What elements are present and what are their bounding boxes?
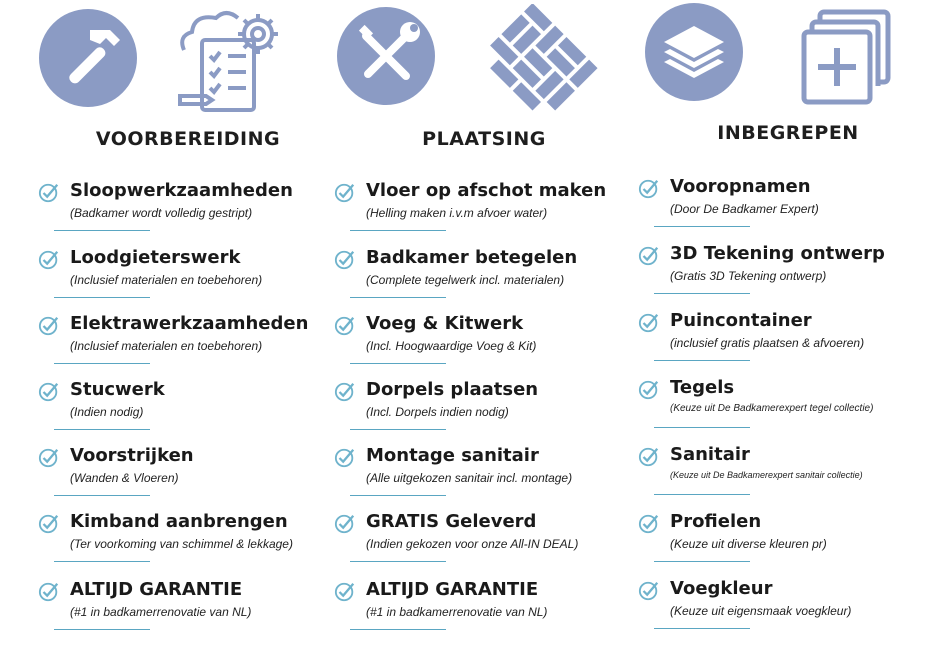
item-subtitle: (#1 in badkamerrenovatie van NL) <box>70 605 252 619</box>
list-item <box>638 176 938 242</box>
item-subtitle: (Helling maken i.v.m afvoer water) <box>366 206 548 220</box>
item-subtitle: (Door De Badkamer Expert) <box>670 202 819 216</box>
divider <box>54 561 150 562</box>
column-icons <box>334 0 634 120</box>
column-inbegrepen <box>638 0 938 645</box>
column-voorbereiding <box>38 0 338 645</box>
item-title: Vooropnamen <box>670 176 811 197</box>
list-item <box>334 379 634 445</box>
check-circle-icon <box>638 379 660 401</box>
item-title: Voeg & Kitwerk <box>366 313 524 334</box>
list-item <box>638 444 938 510</box>
item-title: Voegkleur <box>670 578 773 599</box>
column-heading: PLAATSING <box>422 128 546 150</box>
item-subtitle: (Wanden & Vloeren) <box>70 471 179 485</box>
check-circle-icon <box>38 249 60 271</box>
item-title: Vloer op afschot maken <box>366 180 607 201</box>
list-item <box>38 511 338 577</box>
check-circle-icon <box>38 447 60 469</box>
list-item <box>334 511 634 577</box>
list-item <box>334 180 634 246</box>
divider <box>54 297 150 298</box>
item-subtitle: (Inclusief materialen en toebehoren) <box>70 273 263 287</box>
list-item <box>38 579 338 645</box>
item-title: Loodgieterswerk <box>70 247 241 268</box>
column-heading: VOORBEREIDING <box>95 128 281 150</box>
divider <box>350 230 446 231</box>
check-circle-icon <box>334 447 356 469</box>
divider <box>54 495 150 496</box>
item-title: Stucwerk <box>70 379 165 400</box>
check-circle-icon <box>38 315 60 337</box>
check-circle-icon <box>638 178 660 200</box>
check-circle-icon <box>334 315 356 337</box>
item-subtitle: (Keuze uit De Badkamerexpert sanitair collectie) <box>670 470 863 480</box>
item-subtitle: (Alle uitgekozen sanitair incl. montage) <box>366 471 573 485</box>
column-icons <box>38 0 338 120</box>
item-subtitle: (Incl. Dorpels indien nodig) <box>366 405 509 419</box>
list-item <box>38 445 338 511</box>
item-subtitle: (Keuze uit diverse kleuren pr) <box>670 537 827 551</box>
list-item <box>638 578 938 644</box>
item-title: Dorpels plaatsen <box>366 379 539 400</box>
item-subtitle: (Incl. Hoogwaardige Voeg & Kit) <box>366 339 537 353</box>
divider <box>654 494 750 495</box>
tools-icon <box>336 6 436 106</box>
list-item <box>38 247 338 313</box>
divider <box>654 561 750 562</box>
divider <box>54 629 150 630</box>
planning-gear-icon <box>176 6 286 116</box>
item-title: Puincontainer <box>670 310 812 331</box>
list-item <box>638 511 938 577</box>
divider <box>654 628 750 629</box>
divider <box>350 629 446 630</box>
divider <box>654 293 750 294</box>
check-circle-icon <box>638 312 660 334</box>
list-item <box>638 310 938 376</box>
column-icons <box>638 0 938 120</box>
divider <box>654 226 750 227</box>
list-item <box>334 313 634 379</box>
item-subtitle: (inclusief gratis plaatsen & afvoeren) <box>670 336 865 350</box>
item-subtitle: (Keuze uit De Badkamerexpert tegel collectie) <box>670 403 874 414</box>
divider <box>350 297 446 298</box>
check-circle-icon <box>638 513 660 535</box>
check-circle-icon <box>38 381 60 403</box>
item-subtitle: (Gratis 3D Tekening ontwerp) <box>670 269 827 283</box>
check-circle-icon <box>38 513 60 535</box>
divider <box>350 495 446 496</box>
check-circle-icon <box>334 381 356 403</box>
divider <box>654 427 750 428</box>
check-circle-icon <box>334 249 356 271</box>
column-plaatsing <box>334 0 634 645</box>
check-circle-icon <box>638 245 660 267</box>
item-subtitle: (Badkamer wordt volledig gestript) <box>70 206 253 220</box>
item-title: Tegels <box>670 377 735 398</box>
item-title: ALTIJD GARANTIE <box>70 579 243 600</box>
list-item <box>334 579 634 645</box>
divider <box>54 429 150 430</box>
item-title: Kimband aanbrengen <box>70 511 288 532</box>
item-title: GRATIS Geleverd <box>366 511 537 532</box>
divider <box>54 230 150 231</box>
item-subtitle: (Keuze uit eigensmaak voegkleur) <box>670 604 852 618</box>
add-copy-icon <box>798 8 894 108</box>
item-title: Montage sanitair <box>366 445 539 466</box>
item-title: ALTIJD GARANTIE <box>366 579 539 600</box>
item-subtitle: (#1 in badkamerrenovatie van NL) <box>366 605 548 619</box>
item-title: Voorstrijken <box>70 445 194 466</box>
list-item <box>38 180 338 246</box>
check-circle-icon <box>638 446 660 468</box>
hammer-icon <box>38 8 138 108</box>
check-circle-icon <box>638 580 660 602</box>
tile-pattern-icon <box>484 4 598 118</box>
item-title: Sloopwerkzaamheden <box>70 180 293 201</box>
check-circle-icon <box>38 581 60 603</box>
list-item <box>334 445 634 511</box>
item-subtitle: (Ter voorkoming van schimmel & lekkage) <box>70 537 293 551</box>
layers-icon <box>644 2 744 102</box>
list-item <box>638 243 938 309</box>
list-item <box>38 313 338 379</box>
item-subtitle: (Inclusief materialen en toebehoren) <box>70 339 263 353</box>
item-title: Sanitair <box>670 444 750 465</box>
check-circle-icon <box>334 581 356 603</box>
check-circle-icon <box>38 182 60 204</box>
divider <box>350 429 446 430</box>
item-title: 3D Tekening ontwerp <box>670 243 885 264</box>
item-subtitle: (Complete tegelwerk incl. materialen) <box>366 273 565 287</box>
item-title: Badkamer betegelen <box>366 247 578 268</box>
item-title: Elektrawerkzaamheden <box>70 313 309 334</box>
check-circle-icon <box>334 182 356 204</box>
divider <box>654 360 750 361</box>
item-subtitle: (Indien gekozen voor onze All-IN DEAL) <box>366 537 579 551</box>
list-item <box>38 379 338 445</box>
item-subtitle: (Indien nodig) <box>70 405 144 419</box>
divider <box>54 363 150 364</box>
divider <box>350 363 446 364</box>
list-item <box>638 377 938 443</box>
check-circle-icon <box>334 513 356 535</box>
item-title: Profielen <box>670 511 762 532</box>
list-item <box>334 247 634 313</box>
column-heading: INBEGREPEN <box>717 122 859 144</box>
divider <box>350 561 446 562</box>
